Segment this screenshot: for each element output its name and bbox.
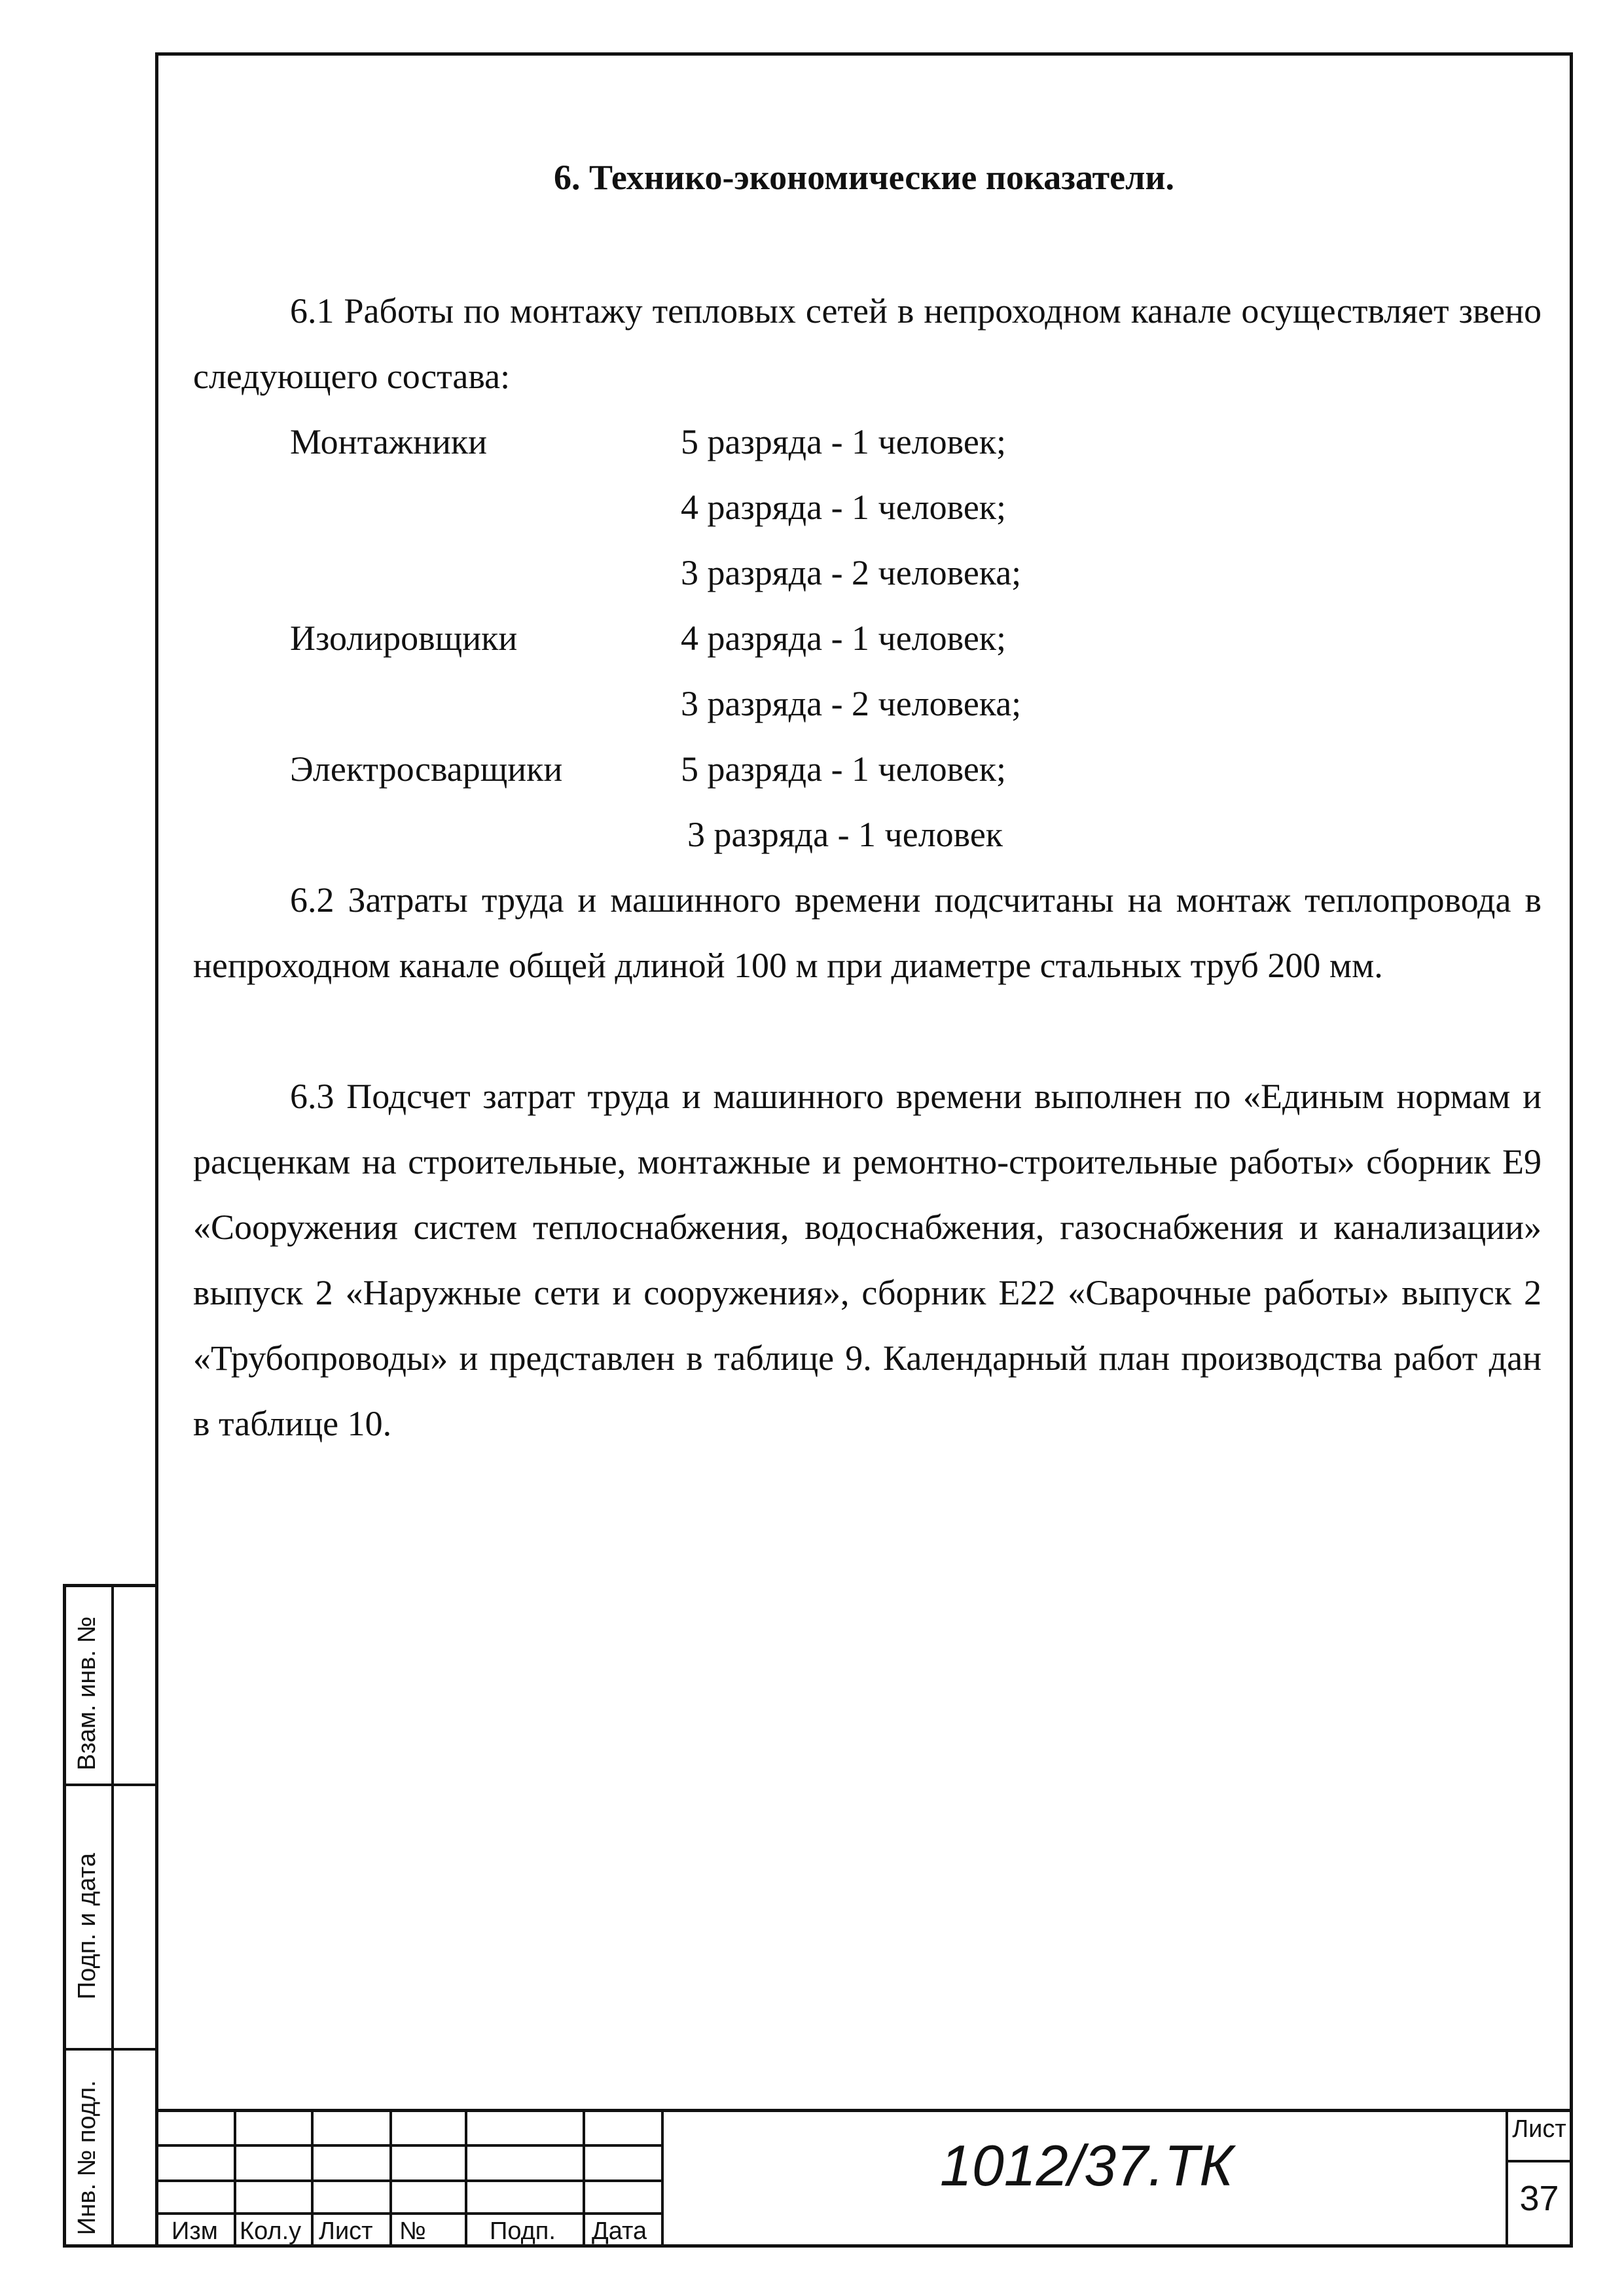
title-block-divider bbox=[583, 2109, 585, 2248]
sheet-label: Лист bbox=[1512, 2115, 1566, 2143]
crew-role: Монтажники bbox=[290, 422, 488, 461]
section-heading: 6. Технико-экономические показатели. bbox=[553, 158, 1175, 197]
side-stamp-label-inv: Инв. № подл. bbox=[73, 2080, 101, 2235]
title-block-divider bbox=[311, 2109, 314, 2248]
col-list-label: Лист bbox=[319, 2217, 373, 2245]
crew-rank: 4 разряда - 1 человек; bbox=[681, 488, 1007, 527]
crew-rank: 5 разряда - 1 человек; bbox=[681, 422, 1007, 461]
paragraph-6-2: 6.2 Затраты труда и машинного времени подсчитаны на монтаж теплопровода в непроходном канале общей длиной 100 м при диаметре стальных труб 200 мм. bbox=[193, 880, 1542, 985]
title-block-divider bbox=[389, 2109, 392, 2248]
crew-role: Изолировщики bbox=[290, 619, 518, 658]
col-podp-label: Подп. bbox=[490, 2217, 556, 2245]
title-block-divider bbox=[234, 2109, 236, 2248]
title-block-row-line bbox=[155, 2212, 661, 2215]
crew-rank: 5 разряда - 1 человек; bbox=[681, 749, 1007, 789]
side-stamp-label-podp: Подп. и дата bbox=[73, 1853, 101, 2000]
crew-role: Электросварщики bbox=[290, 749, 563, 789]
crew-rank: 3 разряда - 2 человека; bbox=[681, 553, 1022, 592]
col-data-label: Дата bbox=[592, 2217, 647, 2245]
title-block-row-line bbox=[1506, 2160, 1573, 2162]
side-stamp-label-vzam: Взам. инв. № bbox=[73, 1616, 101, 1770]
col-izm-label: Изм bbox=[171, 2217, 218, 2245]
col-num-label: № bbox=[399, 2217, 426, 2245]
col-kol-label: Кол.у bbox=[240, 2217, 302, 2245]
title-block-row-line bbox=[155, 2179, 661, 2182]
title-block-row-line bbox=[155, 2144, 661, 2147]
side-stamp-row-divider bbox=[63, 2048, 155, 2051]
title-block-divider bbox=[465, 2109, 467, 2248]
sheet-number: 37 bbox=[1519, 2179, 1559, 2218]
document-code: 1012/37.ТК bbox=[939, 2133, 1234, 2198]
crew-rank: 3 разряда - 1 человек bbox=[687, 815, 1003, 854]
paragraph-6-1: 6.1 Работы по монтажу тепловых сетей в непроходном канале осуществляет звено следующего состава: bbox=[193, 291, 1542, 396]
crew-rank: 4 разряда - 1 человек; bbox=[681, 619, 1007, 658]
crew-rank: 3 разряда - 2 человека; bbox=[681, 684, 1022, 723]
side-stamp-divider bbox=[111, 1584, 114, 2248]
side-stamp-row-divider bbox=[63, 1784, 155, 1786]
paragraph-6-3: 6.3 Подсчет затрат труда и машинного времени выполнен по «Единым нормам и расценкам на строительные, монтажные и ремонтно-строительные работы» сборник Е9 «Сооружения систем теплоснабжения, водоснабжения, газоснабжения и канализации» выпуск 2 «Наружные сети и сооружения», сборник Е22 «Сварочные работы» выпуск 2 «Трубопроводы» и представлен в таблице 9. Календарный план производства работ дан в таблице 10. bbox=[193, 1077, 1542, 1443]
